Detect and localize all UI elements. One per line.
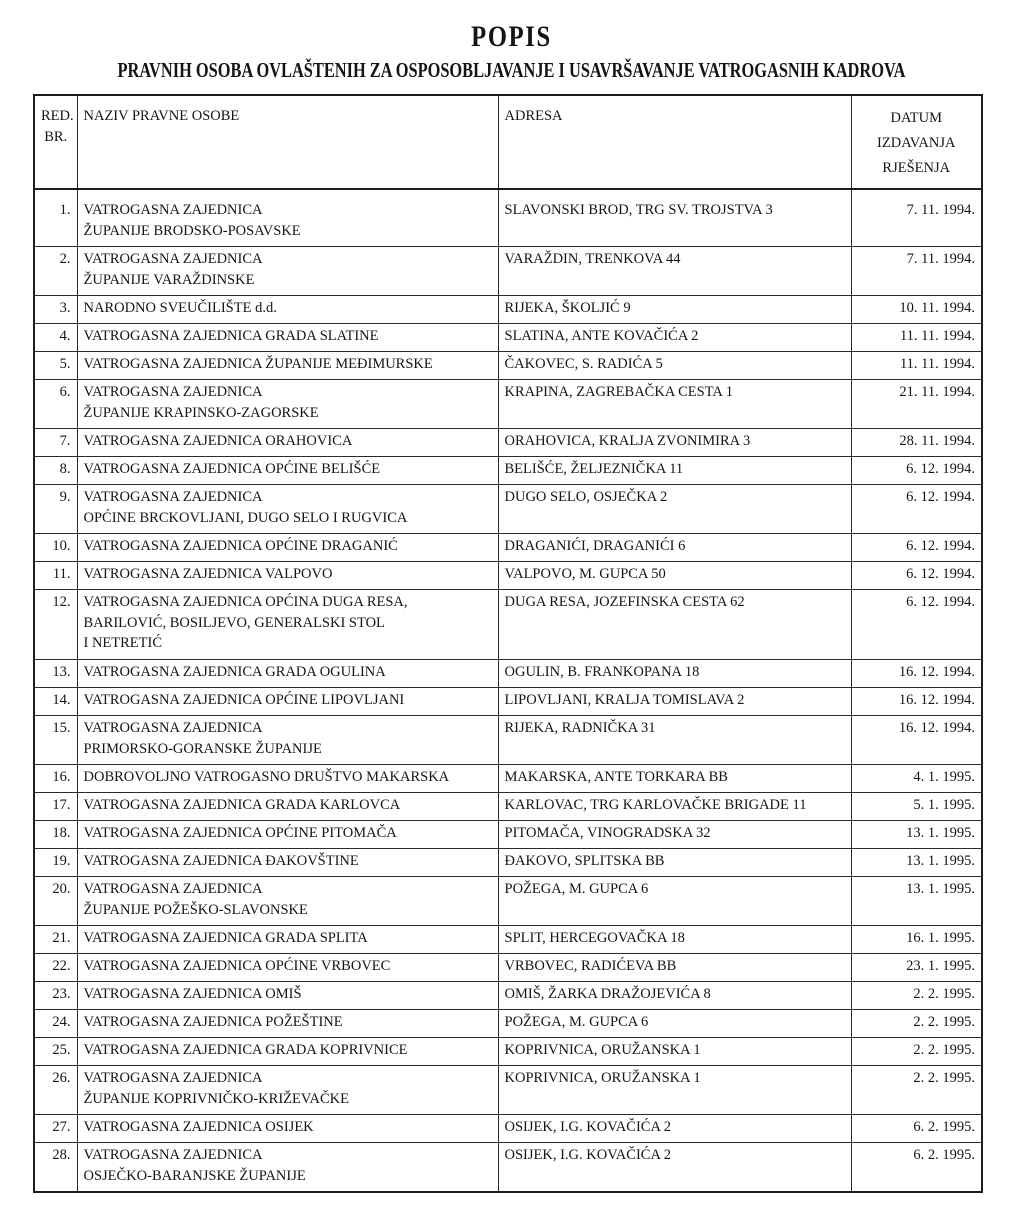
entity-name-line: VATROGASNA ZAJEDNICA OPĆINE DRAGANIĆ <box>83 538 398 554</box>
entity-name-line: VATROGASNA ZAJEDNICA <box>83 202 263 218</box>
decision-date: 13. 1. 1995. <box>851 877 982 926</box>
entity-name-line: DOBROVOLJNO VATROGASNO DRUŠTVO MAKARSKA <box>83 769 450 785</box>
entity-name-line: OSJEČKO-BARANJSKE ŽUPANIJE <box>83 1167 306 1184</box>
entity-name-line: VATROGASNA ZAJEDNICA ĐAKOVŠTINE <box>83 853 359 869</box>
row-number: 2. <box>34 247 77 296</box>
table-row <box>34 562 982 590</box>
table-row <box>34 1143 982 1193</box>
row-number: 7. <box>34 429 77 457</box>
decision-date: 28. 11. 1994. <box>851 429 982 457</box>
entity-name <box>77 457 498 485</box>
row-number: 10. <box>34 534 77 562</box>
entity-address: DRAGANIĆI, DRAGANIĆI 6 <box>498 534 851 562</box>
entity-name <box>77 1143 498 1193</box>
row-number: 12. <box>34 590 77 660</box>
decision-date: 11. 11. 1994. <box>851 352 982 380</box>
decision-date: 16. 12. 1994. <box>851 716 982 765</box>
entity-address: POŽEGA, M. GUPCA 6 <box>498 1010 851 1038</box>
entity-name-line: VATROGASNA ZAJEDNICA <box>83 1147 263 1163</box>
decision-date: 23. 1. 1995. <box>851 954 982 982</box>
entity-name-line: VATROGASNA ZAJEDNICA OPĆINE PITOMAČA <box>83 825 397 841</box>
entity-name-line: VATROGASNA ZAJEDNICA OPĆINE LIPOVLJANI <box>83 692 405 708</box>
entity-address: DUGO SELO, OSJEČKA 2 <box>498 485 851 534</box>
decision-date: 13. 1. 1995. <box>851 821 982 849</box>
entity-name <box>77 562 498 590</box>
table-body <box>34 189 982 1192</box>
entity-name-line: BARILOVIĆ, BOSILJEVO, GENERALSKI STOL <box>83 614 385 631</box>
entity-name <box>77 1010 498 1038</box>
entity-name-line: VATROGASNA ZAJEDNICA <box>83 1070 263 1086</box>
entity-address: ĐAKOVO, SPLITSKA BB <box>498 849 851 877</box>
row-number: 3. <box>34 296 77 324</box>
entity-name-line: VATROGASNA ZAJEDNICA GRADA KOPRIVNICE <box>83 1042 408 1058</box>
entity-name <box>77 926 498 954</box>
entity-address: VALPOVO, M. GUPCA 50 <box>498 562 851 590</box>
entity-name <box>77 877 498 926</box>
row-number: 20. <box>34 877 77 926</box>
entity-name <box>77 716 498 765</box>
decision-date: 6. 2. 1995. <box>851 1143 982 1193</box>
row-number: 21. <box>34 926 77 954</box>
entity-name-line: VATROGASNA ZAJEDNICA ŽUPANIJE MEĐIMURSKE <box>83 356 433 372</box>
decision-date: 2. 2. 1995. <box>851 1038 982 1066</box>
entity-address: SLAVONSKI BROD, TRG SV. TROJSTVA 3 <box>498 189 851 247</box>
entity-name <box>77 849 498 877</box>
entity-name <box>77 1038 498 1066</box>
row-number: 19. <box>34 849 77 877</box>
decision-date: 7. 11. 1994. <box>851 189 982 247</box>
table-row <box>34 534 982 562</box>
entity-address: KOPRIVNICA, ORUŽANSKA 1 <box>498 1066 851 1115</box>
table-row <box>34 716 982 765</box>
header-ordinal-number: RED. BR. <box>34 95 77 189</box>
decision-date: 6. 12. 1994. <box>851 457 982 485</box>
entity-name-line: I NETRETIĆ <box>83 635 163 651</box>
decision-date: 16. 12. 1994. <box>851 660 982 688</box>
decision-date: 2. 2. 1995. <box>851 982 982 1010</box>
entity-name <box>77 534 498 562</box>
entity-address: KRAPINA, ZAGREBAČKA CESTA 1 <box>498 380 851 429</box>
row-number: 18. <box>34 821 77 849</box>
entity-name <box>77 954 498 982</box>
decision-date: 2. 2. 1995. <box>851 1010 982 1038</box>
header-entity-name: NAZIV PRAVNE OSOBE <box>77 95 498 189</box>
entity-address: KARLOVAC, TRG KARLOVAČKE BRIGADE 11 <box>498 793 851 821</box>
entity-name <box>77 352 498 380</box>
table-row <box>34 296 982 324</box>
entity-name-line: VATROGASNA ZAJEDNICA <box>83 489 263 505</box>
row-number: 6. <box>34 380 77 429</box>
entity-name-line: VATROGASNA ZAJEDNICA GRADA SLATINE <box>83 328 379 344</box>
entity-name-line: ŽUPANIJE VARAŽDINSKE <box>83 271 255 288</box>
row-number: 13. <box>34 660 77 688</box>
document-subtitle: PRAVNIH OSOBA OVLAŠTENIH ZA OSPOSOBLJAVANJE I USAVRŠAVANJE VATROGASNIH KADROVA <box>117 58 906 82</box>
decision-date: 16. 12. 1994. <box>851 688 982 716</box>
entity-address: SPLIT, HERCEGOVAČKA 18 <box>498 926 851 954</box>
table-row <box>34 926 982 954</box>
table-row <box>34 1038 982 1066</box>
table-row <box>34 1066 982 1115</box>
entity-address: RIJEKA, RADNIČKA 31 <box>498 716 851 765</box>
row-number: 23. <box>34 982 77 1010</box>
entity-address: VARAŽDIN, TRENKOVA 44 <box>498 247 851 296</box>
decision-date: 10. 11. 1994. <box>851 296 982 324</box>
entity-name-line: VATROGASNA ZAJEDNICA VALPOVO <box>83 566 333 582</box>
entity-address: OSIJEK, I.G. KOVAČIĆA 2 <box>498 1115 851 1143</box>
row-number: 28. <box>34 1143 77 1193</box>
table-row <box>34 429 982 457</box>
entity-address: BELIŠĆE, ŽELJEZNIČKA 11 <box>498 457 851 485</box>
table-row <box>34 590 982 660</box>
entity-name-line: VATROGASNA ZAJEDNICA <box>83 384 263 400</box>
decision-date: 7. 11. 1994. <box>851 247 982 296</box>
entity-name-line: NARODNO SVEUČILIŠTE d.d. <box>83 300 277 316</box>
table-row <box>34 1115 982 1143</box>
decision-date: 13. 1. 1995. <box>851 849 982 877</box>
table-row <box>34 380 982 429</box>
table-row <box>34 821 982 849</box>
entity-name-line: VATROGASNA ZAJEDNICA GRADA SPLITA <box>83 930 368 946</box>
table-row <box>34 954 982 982</box>
header-address: ADRESA <box>498 95 851 189</box>
table-row <box>34 247 982 296</box>
entity-name <box>77 590 498 660</box>
entity-name-line: ŽUPANIJE KRAPINSKO-ZAGORSKE <box>83 404 319 421</box>
entity-name-line: PRIMORSKO-GORANSKE ŽUPANIJE <box>83 740 322 757</box>
row-number: 15. <box>34 716 77 765</box>
entity-name <box>77 660 498 688</box>
decision-date: 4. 1. 1995. <box>851 765 982 793</box>
row-number: 16. <box>34 765 77 793</box>
row-number: 8. <box>34 457 77 485</box>
entity-name <box>77 189 498 247</box>
entity-name <box>77 429 498 457</box>
table-row <box>34 877 982 926</box>
header-decision-date: DATUM IZDAVANJA RJEŠENJA <box>851 95 982 189</box>
row-number: 22. <box>34 954 77 982</box>
entity-address: ČAKOVEC, S. RADIĆA 5 <box>498 352 851 380</box>
entity-address: SLATINA, ANTE KOVAČIĆA 2 <box>498 324 851 352</box>
row-number: 14. <box>34 688 77 716</box>
entity-name-line: ŽUPANIJE KOPRIVNIČKO-KRIŽEVAČKE <box>83 1090 349 1107</box>
row-number: 17. <box>34 793 77 821</box>
entity-name-line: ŽUPANIJE POŽEŠKO-SLAVONSKE <box>83 901 308 918</box>
entity-address: PITOMAČA, VINOGRADSKA 32 <box>498 821 851 849</box>
table-row <box>34 982 982 1010</box>
entity-address: KOPRIVNICA, ORUŽANSKA 1 <box>498 1038 851 1066</box>
document-title: POPIS <box>471 20 552 53</box>
row-number: 9. <box>34 485 77 534</box>
entity-name <box>77 688 498 716</box>
entity-name <box>77 380 498 429</box>
table-row <box>34 849 982 877</box>
entity-name <box>77 982 498 1010</box>
entity-name <box>77 247 498 296</box>
entity-name-line: VATROGASNA ZAJEDNICA <box>83 881 263 897</box>
entity-name <box>77 324 498 352</box>
decision-date: 21. 11. 1994. <box>851 380 982 429</box>
entity-name <box>77 296 498 324</box>
table-row <box>34 793 982 821</box>
entity-address: POŽEGA, M. GUPCA 6 <box>498 877 851 926</box>
entity-name <box>77 765 498 793</box>
decision-date: 16. 1. 1995. <box>851 926 982 954</box>
row-number: 25. <box>34 1038 77 1066</box>
decision-date: 6. 2. 1995. <box>851 1115 982 1143</box>
entity-address: LIPOVLJANI, KRALJA TOMISLAVA 2 <box>498 688 851 716</box>
row-number: 11. <box>34 562 77 590</box>
entity-address: DUGA RESA, JOZEFINSKA CESTA 62 <box>498 590 851 660</box>
table-header-row <box>34 95 982 189</box>
row-number: 4. <box>34 324 77 352</box>
entity-name-line: VATROGASNA ZAJEDNICA <box>83 720 263 736</box>
decision-date: 6. 12. 1994. <box>851 562 982 590</box>
table-row <box>34 688 982 716</box>
entity-address: ORAHOVICA, KRALJA ZVONIMIRA 3 <box>498 429 851 457</box>
decision-date: 11. 11. 1994. <box>851 324 982 352</box>
entity-name-line: VATROGASNA ZAJEDNICA OPĆINA DUGA RESA, <box>83 594 408 610</box>
table-row <box>34 189 982 247</box>
decision-date: 6. 12. 1994. <box>851 485 982 534</box>
entity-name-line: ŽUPANIJE BRODSKO-POSAVSKE <box>83 222 301 239</box>
legal-entities-table <box>33 94 983 1193</box>
table-row <box>34 660 982 688</box>
entity-name-line: VATROGASNA ZAJEDNICA OPĆINE VRBOVEC <box>83 958 391 974</box>
entity-name-line: VATROGASNA ZAJEDNICA <box>83 251 263 267</box>
entity-address: OGULIN, B. FRANKOPANA 18 <box>498 660 851 688</box>
entity-name <box>77 821 498 849</box>
decision-date: 6. 12. 1994. <box>851 534 982 562</box>
entity-address: RIJEKA, ŠKOLJIĆ 9 <box>498 296 851 324</box>
decision-date: 5. 1. 1995. <box>851 793 982 821</box>
table-row <box>34 765 982 793</box>
entity-name <box>77 1115 498 1143</box>
entity-name-line: VATROGASNA ZAJEDNICA POŽEŠTINE <box>83 1014 343 1030</box>
row-number: 24. <box>34 1010 77 1038</box>
entity-address: MAKARSKA, ANTE TORKARA BB <box>498 765 851 793</box>
entity-name <box>77 793 498 821</box>
entity-name-line: VATROGASNA ZAJEDNICA OMIŠ <box>83 986 302 1002</box>
row-number: 27. <box>34 1115 77 1143</box>
entity-name-line: VATROGASNA ZAJEDNICA ORAHOVICA <box>83 433 353 449</box>
entity-name <box>77 485 498 534</box>
table-row <box>34 457 982 485</box>
decision-date: 2. 2. 1995. <box>851 1066 982 1115</box>
table-row <box>34 352 982 380</box>
table-row <box>34 485 982 534</box>
entity-address: OMIŠ, ŽARKA DRAŽOJEVIĆA 8 <box>498 982 851 1010</box>
entity-name-line: OPĆINE BRCKOVLJANI, DUGO SELO I RUGVICA <box>83 509 408 526</box>
decision-date: 6. 12. 1994. <box>851 590 982 660</box>
entity-name-line: VATROGASNA ZAJEDNICA GRADA OGULINA <box>83 664 386 680</box>
entity-address: OSIJEK, I.G. KOVAČIĆA 2 <box>498 1143 851 1193</box>
table-row <box>34 324 982 352</box>
entity-name-line: VATROGASNA ZAJEDNICA OSIJEK <box>83 1119 314 1135</box>
entity-name-line: VATROGASNA ZAJEDNICA GRADA KARLOVCA <box>83 797 401 813</box>
entity-address: VRBOVEC, RADIĆEVA BB <box>498 954 851 982</box>
row-number: 26. <box>34 1066 77 1115</box>
row-number: 5. <box>34 352 77 380</box>
entity-name-line: VATROGASNA ZAJEDNICA OPĆINE BELIŠĆE <box>83 461 381 477</box>
table-row <box>34 1010 982 1038</box>
row-number: 1. <box>34 189 77 247</box>
entity-name <box>77 1066 498 1115</box>
